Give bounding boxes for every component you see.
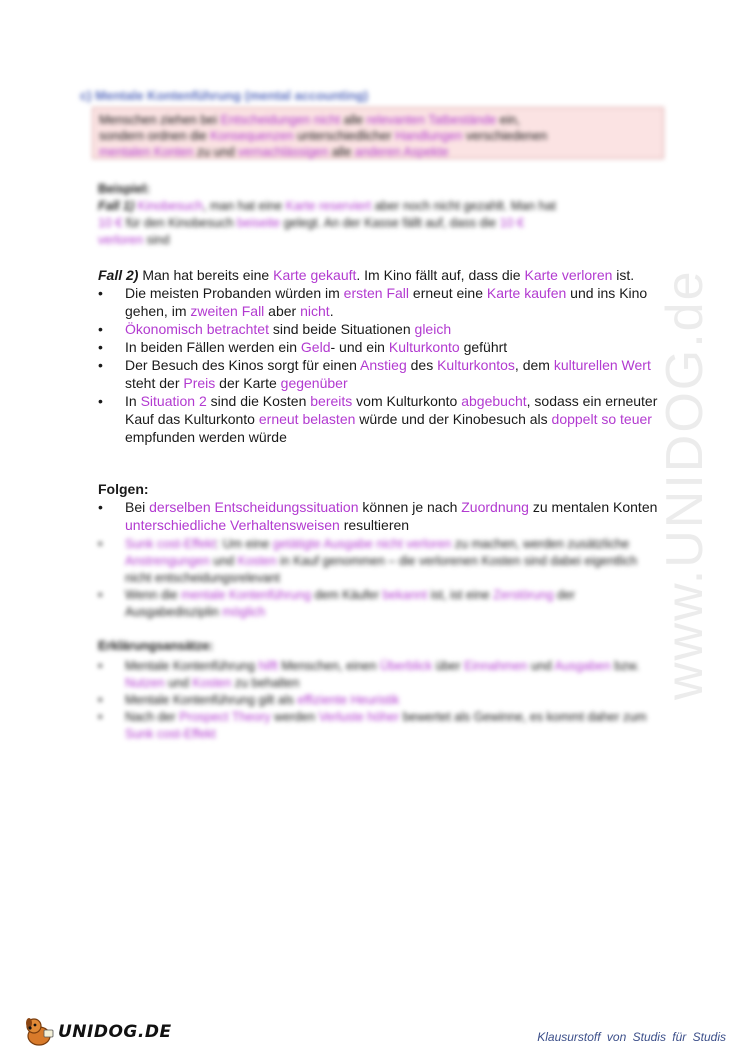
highlight-text: Kinobesuch <box>137 199 203 213</box>
body-text: sind beide Situationen <box>268 321 415 337</box>
highlight-text: Karte kaufen <box>486 285 567 301</box>
body-text: Nach der <box>125 710 180 724</box>
body-text: . <box>329 303 334 319</box>
body-text: Wenn die <box>125 588 182 602</box>
body-text: alle <box>340 113 367 127</box>
body-text: Bei <box>125 499 150 515</box>
highlight-text: Kulturkonto <box>388 339 460 355</box>
list-item <box>98 284 658 320</box>
list-item <box>98 658 658 692</box>
body-text: In beiden Fällen werden ein <box>125 339 301 355</box>
folgen-block <box>98 480 658 621</box>
folgen-blurred-bullets <box>98 536 658 621</box>
fall2-label: Fall 2) <box>98 267 139 283</box>
body-text: ist, ist eine <box>427 588 494 602</box>
list-item <box>98 587 658 621</box>
highlight-text: anderen Aspekte <box>354 145 449 159</box>
body-text: , dem <box>514 357 554 373</box>
definition-line <box>99 144 657 160</box>
highlight-text: beiseite <box>237 216 281 230</box>
highlight-text: verloren <box>98 233 144 247</box>
highlight-text: Zuordnung <box>461 499 529 515</box>
body-text: unterschiedlicher <box>293 129 396 143</box>
body-text: in Kauf genommen – die verlorenen Kosten sind dabei eigentlich nicht entscheidungsrelevant <box>125 554 638 585</box>
body-text: , man hat eine <box>202 199 286 213</box>
highlight-text: gleich <box>414 321 452 337</box>
body-text: vom Kulturkonto <box>352 393 462 409</box>
highlight-text: Ökonomisch betrachtet <box>125 321 269 337</box>
folgen-heading: Folgen: <box>98 481 149 497</box>
fall1-line <box>98 215 658 232</box>
body-text: : Um eine <box>215 537 273 551</box>
highlight-text: Anstrengungen <box>125 554 210 568</box>
highlight-text: 10 € <box>499 216 525 230</box>
body-text: und <box>164 676 193 690</box>
watermark: www.UNIDOG.de <box>656 269 714 700</box>
body-text: ein, <box>496 113 520 127</box>
example-heading: Beispiel: <box>98 182 151 196</box>
highlight-text: Prospect Theory <box>179 710 271 724</box>
body-text: , sodass ein erneuter Kauf das Kulturkonto <box>125 393 658 427</box>
body-text: und <box>527 659 555 673</box>
highlight-text: Geld <box>300 339 331 355</box>
body-text: werden <box>270 710 319 724</box>
highlight-text: zweiten Fall <box>190 303 265 319</box>
body-text: des <box>406 357 438 373</box>
fall1-text <box>138 199 556 213</box>
body-text: Die meisten Probanden würden im <box>125 285 344 301</box>
highlight-text: getätigte Ausgabe nicht verloren <box>272 537 452 551</box>
body-text: erneut eine <box>409 285 487 301</box>
highlight-text: effiziente Heuristik <box>297 693 400 707</box>
body-text: zu mentalen Konten <box>528 499 658 515</box>
fall2-bullets <box>98 284 658 446</box>
highlight-text: Kulturkontos <box>437 357 515 373</box>
body-text: können je nach <box>358 499 462 515</box>
list-item <box>98 536 658 587</box>
body-text: resultieren <box>339 517 410 533</box>
body-text: aber noch nicht gezahlt. Man hat <box>371 199 556 213</box>
highlight-text: Preis <box>183 375 216 391</box>
highlight-text: bekannt <box>382 588 428 602</box>
highlight-text: Ausgaben <box>554 659 611 673</box>
highlight-text: kulturellen Wert <box>553 357 651 373</box>
erklaerung-bullets <box>98 658 658 743</box>
body-text: . Im Kino fällt auf, dass die <box>356 267 525 283</box>
body-text: aber <box>264 303 301 319</box>
body-text: bzw. <box>610 659 640 673</box>
section-title: c) Mentale Kontenführung (mental accounting) <box>80 88 369 103</box>
highlight-text: ersten Fall <box>343 285 410 301</box>
body-text: der Ausgabedisziplin <box>125 588 576 619</box>
body-text: Man hat bereits eine <box>138 267 274 283</box>
body-text: zu und <box>193 145 238 159</box>
highlight-text: Karte reserviert <box>285 199 372 213</box>
list-item <box>98 392 658 446</box>
highlight-text: Anstieg <box>360 357 407 373</box>
logo-text: UNIDOG.DE <box>58 1022 172 1042</box>
highlight-text: Nutzen <box>125 676 165 690</box>
highlight-text: doppelt so teuer <box>551 411 652 427</box>
highlight-text: Situation 2 <box>140 393 207 409</box>
highlight-text: derselben Entscheidungssituation <box>149 499 359 515</box>
footer-slogan: Klausurstoff von Studis für Studis <box>537 1030 726 1044</box>
body-text: sind <box>143 233 170 247</box>
body-text: verschiedenen <box>462 129 548 143</box>
fall2-intro-text <box>138 267 634 283</box>
body-text: sondern ordnen die <box>99 129 211 143</box>
highlight-text: Kosten <box>192 676 232 690</box>
highlight-text: Karte verloren <box>524 267 613 283</box>
body-text: Mentale Kontenführung gilt als <box>125 693 298 707</box>
body-text: bewertet als Gewinne, es kommt daher zum <box>399 710 647 724</box>
example-block <box>98 181 658 249</box>
list-item <box>98 709 658 743</box>
body-text: würde und der Kinobesuch als <box>355 411 552 427</box>
body-text: über <box>432 659 465 673</box>
body-text: ist. <box>612 267 635 283</box>
body-text: und <box>209 554 238 568</box>
body-text: für den Kinobesuch <box>122 216 238 230</box>
erklaerung-heading: Erklärungsansätze: <box>98 639 214 653</box>
folgen-bullets <box>98 498 658 534</box>
fall2-intro <box>98 266 658 284</box>
definition-line <box>99 112 657 128</box>
list-item <box>98 320 658 338</box>
highlight-text: Überblick <box>380 659 433 673</box>
highlight-text: Zerstörung <box>493 588 554 602</box>
fall1-label: Fall 1) <box>98 199 135 213</box>
body-text: dem Käufer <box>311 588 383 602</box>
definition-line <box>99 128 657 144</box>
highlight-text: mentalen Konten <box>99 145 194 159</box>
highlight-text: vernachlässigen <box>238 145 329 159</box>
body-text: sind die Kosten <box>206 393 311 409</box>
body-text: alle <box>328 145 355 159</box>
highlight-text: Konsequenzen <box>210 129 294 143</box>
body-text: Menschen ziehen bei <box>99 113 221 127</box>
body-text: und ins Kino gehen, im <box>125 285 648 319</box>
highlight-text: 10 € <box>98 216 123 230</box>
body-text: Menschen, einen <box>277 659 381 673</box>
highlight-text: Karte gekauft <box>273 267 357 283</box>
body-text: In <box>125 393 141 409</box>
highlight-text: bereits <box>310 393 353 409</box>
unidog-logo <box>22 1014 172 1048</box>
list-item <box>98 338 658 356</box>
highlight-text: Sunk cost-Effekt <box>125 537 216 551</box>
highlight-text: hilft <box>258 659 278 673</box>
highlight-text: möglich <box>222 605 266 619</box>
erklaerung-block <box>98 638 658 743</box>
highlight-text: Kosten <box>237 554 277 568</box>
body-text: zu machen, werden zusätzliche <box>451 537 630 551</box>
highlight-text: mentale Kontenführung <box>181 588 312 602</box>
list-item <box>98 356 658 392</box>
body-text: empfunden werden würde <box>125 429 287 445</box>
body-text: der Karte <box>215 375 281 391</box>
fall2-block <box>98 266 658 446</box>
body-text: geführt <box>459 339 508 355</box>
body-text: zu behalten <box>231 676 300 690</box>
highlight-text: Sunk cost-Effekt <box>125 727 216 741</box>
highlight-text: abgebucht <box>461 393 527 409</box>
highlight-text: relevanten Tatbestände <box>366 113 497 127</box>
highlight-text: Handlungen <box>395 129 463 143</box>
highlight-text: unterschiedliche Verhaltensweisen <box>125 517 340 533</box>
definition-box <box>92 107 664 159</box>
dog-mascot-icon <box>22 1014 56 1048</box>
fall1-line <box>98 232 658 249</box>
body-text: Der Besuch des Kinos sorgt für einen <box>125 357 361 373</box>
highlight-text: nicht <box>300 303 330 319</box>
body-text: steht der <box>125 375 184 391</box>
highlight-text: gegenüber <box>280 375 348 391</box>
list-item <box>98 498 658 534</box>
body-text: gelegt. An der Kasse fällt auf, dass die <box>280 216 500 230</box>
list-item <box>98 692 658 709</box>
highlight-text: Entscheidungen nicht <box>220 113 341 127</box>
highlight-text: erneut belasten <box>258 411 356 427</box>
highlight-text: Verluste höher <box>318 710 400 724</box>
highlight-text: Einnahmen <box>464 659 528 673</box>
body-text: Mentale Kontenführung <box>125 659 259 673</box>
fall1-line <box>98 198 658 215</box>
body-text: - und ein <box>330 339 389 355</box>
